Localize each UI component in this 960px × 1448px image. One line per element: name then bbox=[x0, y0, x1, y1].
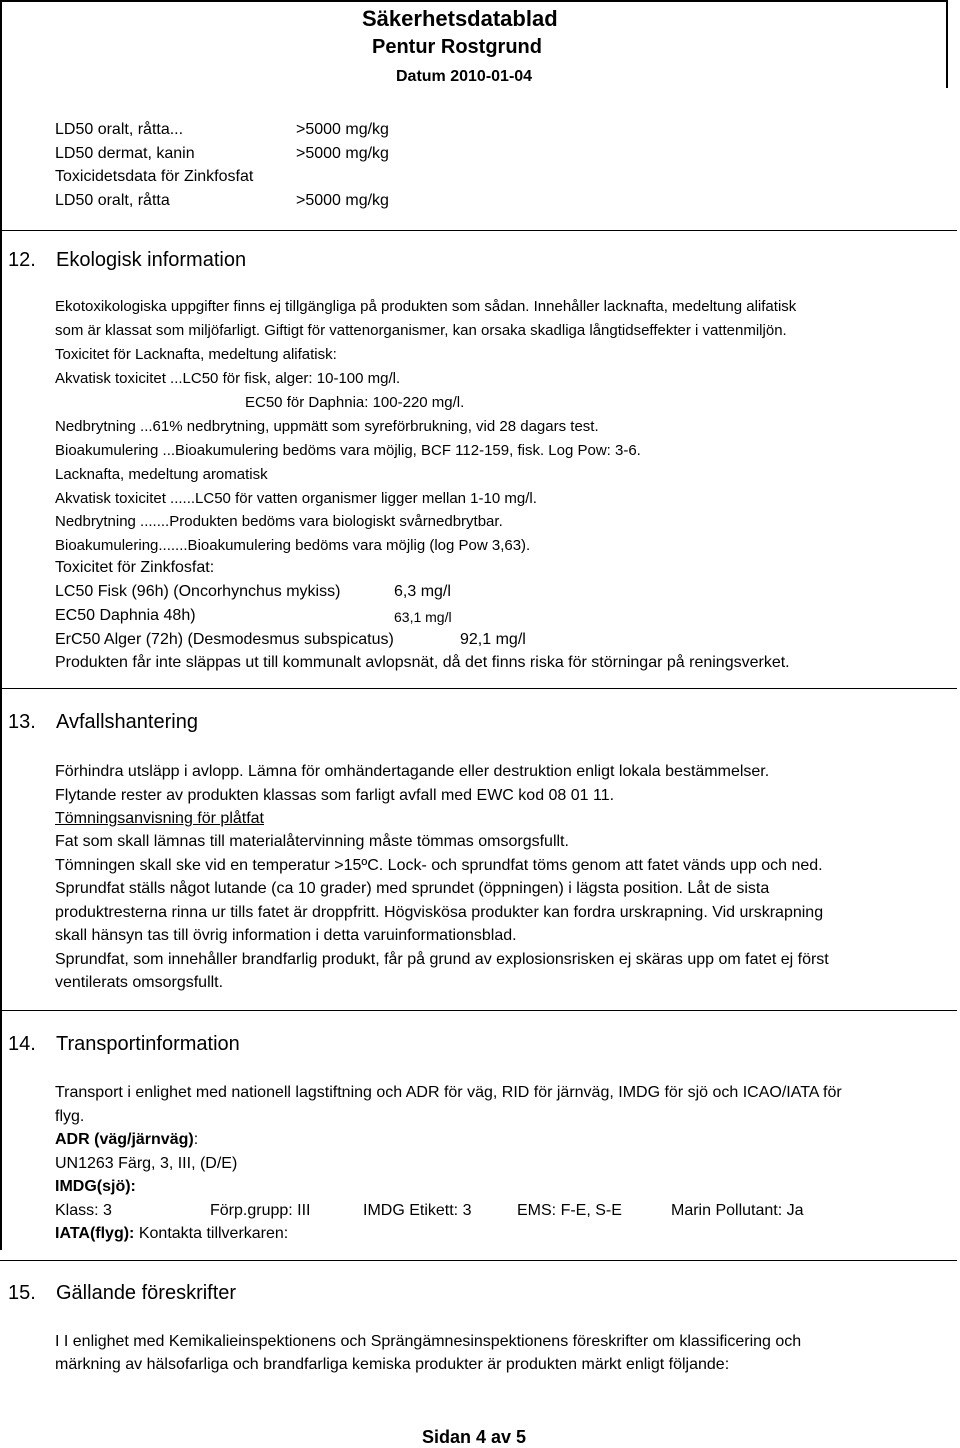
adr-value: UN1263 Färg, 3, III, (D/E) bbox=[55, 1155, 238, 1172]
tox-row-4-value: >5000 mg/kg bbox=[296, 192, 389, 209]
page-number: Sidan 4 av 5 bbox=[422, 1427, 527, 1447]
s12-line-14-value: 63,1 mg/l bbox=[394, 609, 452, 625]
section-divider bbox=[0, 1260, 957, 1261]
s12-line-1: Ekotoxikologiska uppgifter finns ej tillgängliga på produkten som sådan. Innehåller lacknafta, medeltung alifatisk bbox=[55, 298, 797, 315]
tox-row-3-label: Toxicidetsdata för Zinkfosfat bbox=[55, 168, 254, 185]
document-title: Säkerhetsdatablad bbox=[362, 6, 558, 31]
s12-line-14-label: EC50 Daphnia 48h) bbox=[55, 607, 196, 624]
imdg-ems: EMS: F-E, S-E bbox=[517, 1202, 622, 1219]
s13-line-6: Sprundfat ställs något lutande (ca 10 grader) med sprundet (öppningen) i lägsta position. Låt de sista bbox=[55, 880, 770, 897]
section-14-title: Transportinformation bbox=[56, 1033, 240, 1055]
section-13-title: Avfallshantering bbox=[56, 711, 198, 733]
adr-colon: : bbox=[193, 1131, 199, 1148]
tox-row-1-label: LD50 oralt, råtta... bbox=[55, 121, 184, 138]
section-12-title: Ekologisk information bbox=[56, 249, 247, 271]
s12-line-7: Bioakumulering ...Bioakumulering bedöms vara möjlig, BCF 112-159, fisk. Log Pow: 3-6. bbox=[55, 442, 641, 459]
s12-line-15-value: 92,1 mg/l bbox=[460, 631, 526, 648]
s13-line-9: Sprundfat, som innehåller brandfarlig produkt, får på grund av explosionsrisken ej skäras upp om fatet ej först bbox=[55, 951, 829, 968]
s12-line-6: Nedbrytning ...61% nedbrytning, uppmätt som syreförbrukning, vid 28 dagars test. bbox=[55, 418, 599, 435]
s13-line-10: ventilerats omsorgsfullt. bbox=[55, 974, 224, 991]
s12-line-15-label: ErC50 Alger (72h) (Desmodesmus subspicatus) bbox=[55, 631, 394, 648]
tox-row-2-label: LD50 dermat, kanin bbox=[55, 145, 195, 162]
s15-line-1: I I enlighet med Kemikalieinspektionens och Sprängämnesinspektionens föreskrifter om klassificering och bbox=[55, 1333, 802, 1350]
imdg-marine-pollutant: Marin Pollutant: Ja bbox=[671, 1202, 804, 1219]
iata-value: Kontakta tillverkaren: bbox=[138, 1225, 289, 1242]
imdg-label: IMDG(sjö): bbox=[55, 1178, 136, 1195]
adr-label: ADR (väg/järnväg) bbox=[55, 1131, 194, 1148]
s12-line-10: Nedbrytning .......Produkten bedöms vara biologiskt svårnedbrytbar. bbox=[55, 513, 503, 530]
s12-line-2: som är klassat som miljöfarligt. Giftigt för vattenorganismer, kan orsaka skadliga långtidseffekter i vattenmiljön. bbox=[55, 322, 787, 339]
product-name: Pentur Rostgrund bbox=[372, 36, 542, 58]
section-15-number: 15. bbox=[8, 1282, 36, 1304]
right-border bbox=[946, 0, 948, 88]
section-15-title: Gällande föreskrifter bbox=[56, 1282, 237, 1304]
left-border bbox=[0, 0, 2, 1250]
s14-line-1: Transport i enlighet med nationell lagstiftning och ADR för väg, RID för järnväg, IMDG för sjö och ICAO/IATA för bbox=[55, 1084, 842, 1101]
s12-line-12: Toxicitet för Zinkfosfat: bbox=[55, 559, 215, 576]
s13-line-1: Förhindra utsläpp i avlopp. Lämna för omhändertagande eller destruktion enligt lokala bestämmelser. bbox=[55, 763, 770, 780]
tox-row-1-value: >5000 mg/kg bbox=[296, 121, 389, 138]
section-divider bbox=[0, 688, 957, 689]
s12-line-3: Toxicitet för Lacknafta, medeltung alifatisk: bbox=[55, 346, 337, 363]
s13-line-2: Flytande rester av produkten klassas som farligt avfall med EWC kod 08 01 11. bbox=[55, 787, 615, 804]
tox-row-4-label: LD50 oralt, råtta bbox=[55, 192, 170, 209]
section-divider bbox=[0, 230, 957, 231]
s13-line-8: skall hänsyn tas till övrig information i detta varuinformationsblad. bbox=[55, 927, 517, 944]
imdg-packing-group: Förp.grupp: III bbox=[210, 1202, 311, 1219]
s12-line-16: Produkten får inte släppas ut till kommunalt avlopsnät, då det finns riska för störningar på reningsverket. bbox=[55, 654, 790, 671]
section-14-number: 14. bbox=[8, 1033, 36, 1055]
iata-label: IATA(flyg): bbox=[55, 1225, 135, 1242]
tox-row-2-value: >5000 mg/kg bbox=[296, 145, 389, 162]
s12-line-9: Akvatisk toxicitet ......LC50 för vatten organismer ligger mellan 1-10 mg/l. bbox=[55, 490, 537, 507]
adr-heading bbox=[55, 1130, 198, 1150]
s13-subheading: Tömningsanvisning för plåtfat bbox=[55, 810, 264, 827]
section-divider bbox=[0, 1010, 957, 1011]
s14-line-2: flyg. bbox=[55, 1108, 85, 1125]
section-13-number: 13. bbox=[8, 711, 36, 733]
s12-line-11: Bioakumulering.......Bioakumulering bedöms vara möjlig (log Pow 3,63). bbox=[55, 537, 531, 554]
section-12-number: 12. bbox=[8, 249, 36, 271]
iata-line bbox=[55, 1224, 288, 1244]
s13-line-7: produktresterna rinna ur tills fatet är droppfritt. Högviskösa produkter kan fordra urskrapning. Vid urskrapning bbox=[55, 904, 824, 921]
s13-line-5: Tömningen skall ske vid en temperatur >15ºC. Lock- och sprundfat töms genom att fatet vänds upp och ned. bbox=[55, 857, 823, 874]
s12-line-5: EC50 för Daphnia: 100-220 mg/l. bbox=[245, 394, 465, 411]
s12-line-4: Akvatisk toxicitet ...LC50 för fisk, alger: 10-100 mg/l. bbox=[55, 370, 401, 387]
imdg-class: Klass: 3 bbox=[55, 1202, 112, 1219]
imdg-label-number: IMDG Etikett: 3 bbox=[363, 1202, 472, 1219]
s12-line-13-label: LC50 Fisk (96h) (Oncorhynchus mykiss) bbox=[55, 583, 341, 600]
document-date: Datum 2010-01-04 bbox=[396, 68, 533, 85]
s13-line-4: Fat som skall lämnas till materialåtervinning måste tömmas omsorgsfullt. bbox=[55, 833, 569, 850]
s12-line-13-value: 6,3 mg/l bbox=[394, 583, 451, 600]
s15-line-2: märkning av hälsofarliga och brandfarliga kemiska produkter är produkten märkt enligt följande: bbox=[55, 1356, 730, 1373]
s12-line-8: Lacknafta, medeltung aromatisk bbox=[55, 466, 268, 483]
